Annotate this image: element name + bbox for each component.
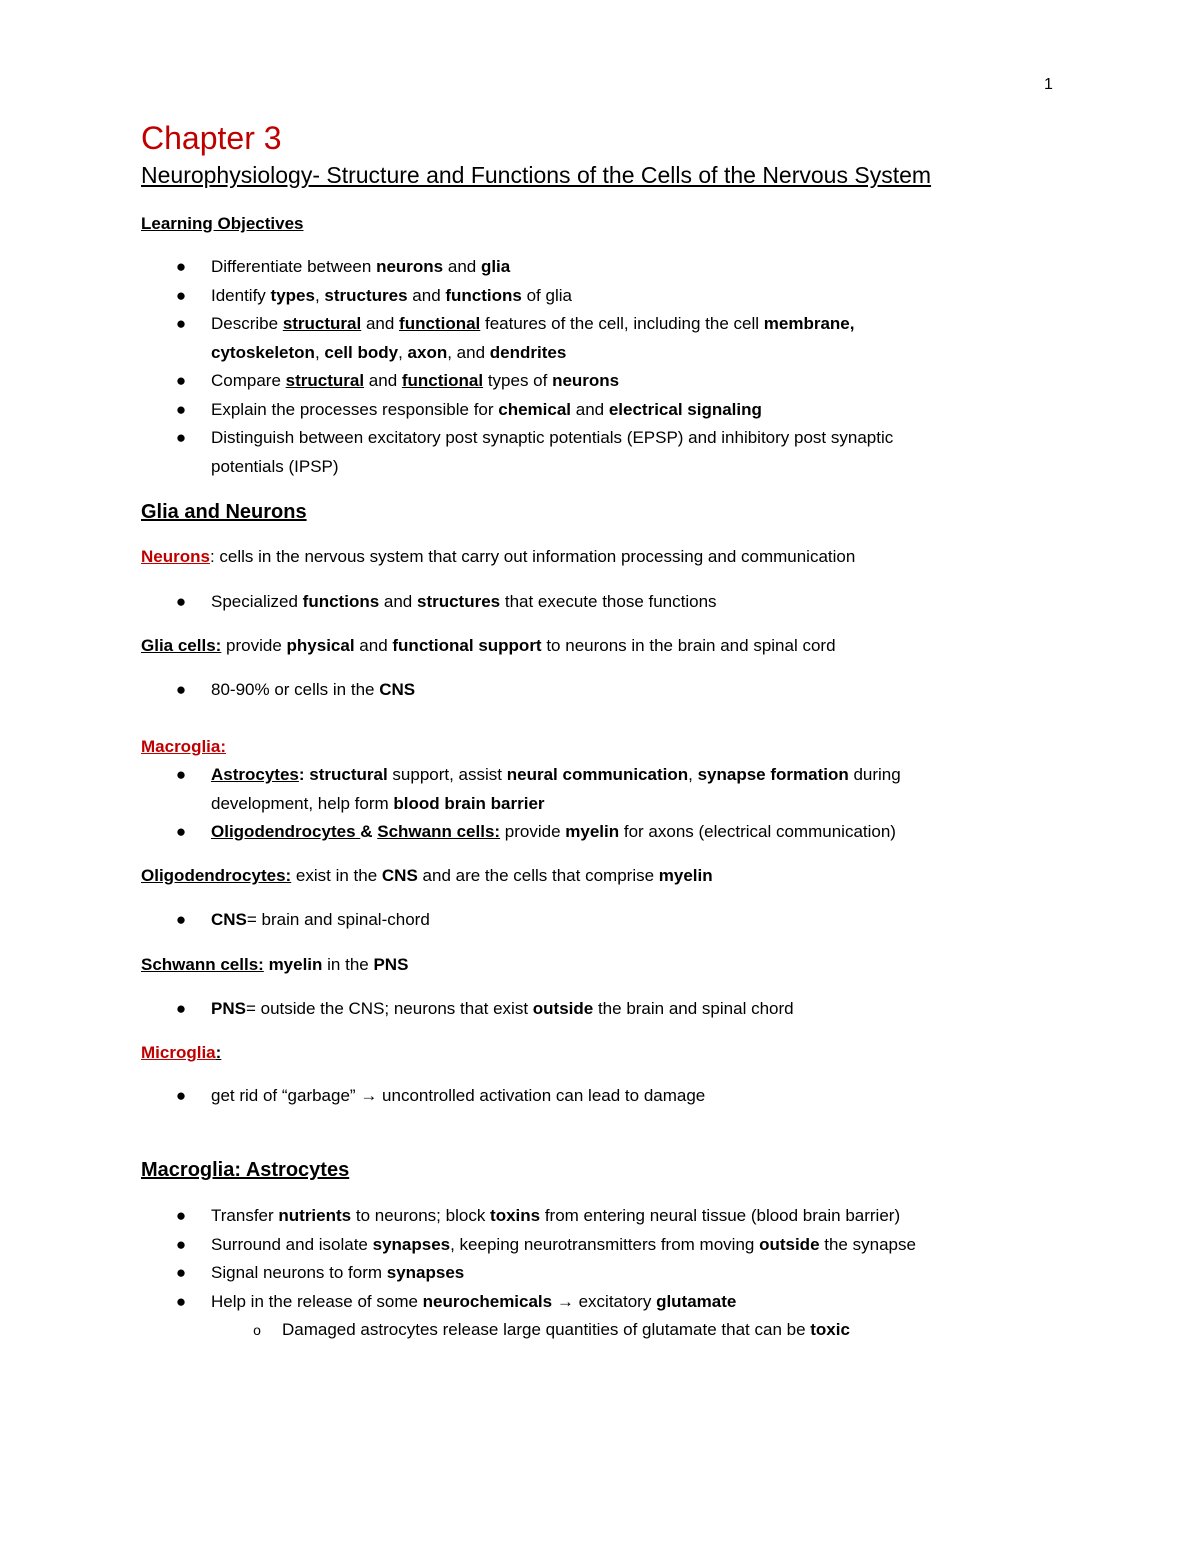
bullet-icon: ● xyxy=(175,910,187,929)
list-item: ● Surround and isolate synapses, keeping neurotransmitters from moving outside the synapse xyxy=(141,1231,1050,1260)
bullet-icon: ● xyxy=(175,371,187,390)
sub-list-item: o Damaged astrocytes release large quantities of glutamate that can be toxic xyxy=(141,1316,1050,1345)
bullet-icon: ● xyxy=(175,765,187,784)
neurons-list xyxy=(141,588,1050,617)
bullet-icon: ● xyxy=(175,285,187,305)
list-item: ● CNS= brain and spinal-chord xyxy=(141,906,1050,935)
neurons-definition: Neurons: cells in the nervous system that carry out information processing and communication xyxy=(141,547,856,566)
bullet-icon: ● xyxy=(175,1234,187,1254)
bullet-icon: ● xyxy=(175,822,187,841)
list-item: ● Astrocytes: structural support, assist neural communication, synapse formation during development, help form blood brain barrier xyxy=(141,761,1050,818)
list-item: ● Describe structural and functional features of the cell, including the cell membrane, cytoskeleton, cell body, axon, and dendrites xyxy=(141,310,1050,367)
glia-definition: Glia cells: provide physical and functional support to neurons in the brain and spinal cord xyxy=(141,636,836,655)
astrocytes-list xyxy=(141,1202,1050,1345)
bullet-icon: ● xyxy=(175,1263,187,1282)
arrow-right-icon: → xyxy=(556,1291,574,1311)
list-item: ● Help in the release of some neurochemicals → excitatory glutamate xyxy=(141,1288,1050,1317)
bullet-icon: ● xyxy=(175,399,187,419)
list-item: ● PNS= outside the CNS; neurons that exist outside the brain and spinal chord xyxy=(141,995,1050,1024)
microglia-heading: Microglia: xyxy=(141,1043,222,1062)
list-item: ● Oligodendrocytes & Schwann cells: provide myelin for axons (electrical communication) xyxy=(141,818,1050,847)
list-item: ● 80-90% or cells in the CNS xyxy=(141,676,1050,705)
bullet-icon: ● xyxy=(175,680,187,699)
microglia-list xyxy=(141,1082,1050,1111)
bullet-icon: ● xyxy=(175,592,187,611)
list-item: ● Differentiate between neurons and glia xyxy=(141,253,1050,282)
macroglia-heading: Macroglia: xyxy=(141,737,227,756)
macroglia-list xyxy=(141,761,1050,847)
list-item: ● Identify types, structures and functions of glia xyxy=(141,282,1050,311)
oligodendrocytes-definition: Oligodendrocytes: exist in the CNS and are the cells that comprise myelin xyxy=(141,866,713,885)
schwann-definition: Schwann cells: myelin in the PNS xyxy=(141,955,409,974)
arrow-right-icon: → xyxy=(360,1086,378,1105)
list-item: ● Specialized functions and structures that execute those functions xyxy=(141,588,1050,617)
circle-bullet-icon: o xyxy=(253,1322,261,1338)
bullet-icon: ● xyxy=(175,999,187,1018)
section-heading-astrocytes: Macroglia: Astrocytes xyxy=(141,1159,350,1181)
list-item: ● Transfer nutrients to neurons; block toxins from entering neural tissue (blood brain barrier) xyxy=(141,1202,1050,1231)
list-item: ● Distinguish between excitatory post synaptic potentials (EPSP) and inhibitory post synaptic potentials (IPSP) xyxy=(141,424,1050,481)
bullet-icon: ● xyxy=(175,314,187,333)
bullet-icon: ● xyxy=(175,428,187,447)
chapter-title: Chapter 3 xyxy=(141,120,282,156)
glia-list xyxy=(141,676,1050,705)
bullet-icon: ● xyxy=(175,1206,187,1225)
learning-objectives-heading: Learning Objectives xyxy=(141,214,304,233)
bullet-icon: ● xyxy=(175,1291,187,1311)
chapter-subtitle: Neurophysiology- Structure and Functions of the Cells of the Nervous System xyxy=(141,162,932,188)
oligodendrocytes-list xyxy=(141,906,1050,935)
section-heading-glia-neurons: Glia and Neurons xyxy=(141,501,307,523)
bullet-icon: ● xyxy=(175,1086,187,1105)
page-number: 1 xyxy=(1044,76,1053,93)
list-item: ● Explain the processes responsible for chemical and electrical signaling xyxy=(141,396,1050,425)
list-item: ● Compare structural and functional types of neurons xyxy=(141,367,1050,396)
schwann-list xyxy=(141,995,1050,1024)
bullet-icon: ● xyxy=(175,257,187,276)
learning-objectives-list xyxy=(141,253,1050,481)
list-item: ● get rid of “garbage” → uncontrolled activation can lead to damage xyxy=(141,1082,1050,1111)
list-item: ● Signal neurons to form synapses xyxy=(141,1259,1050,1288)
